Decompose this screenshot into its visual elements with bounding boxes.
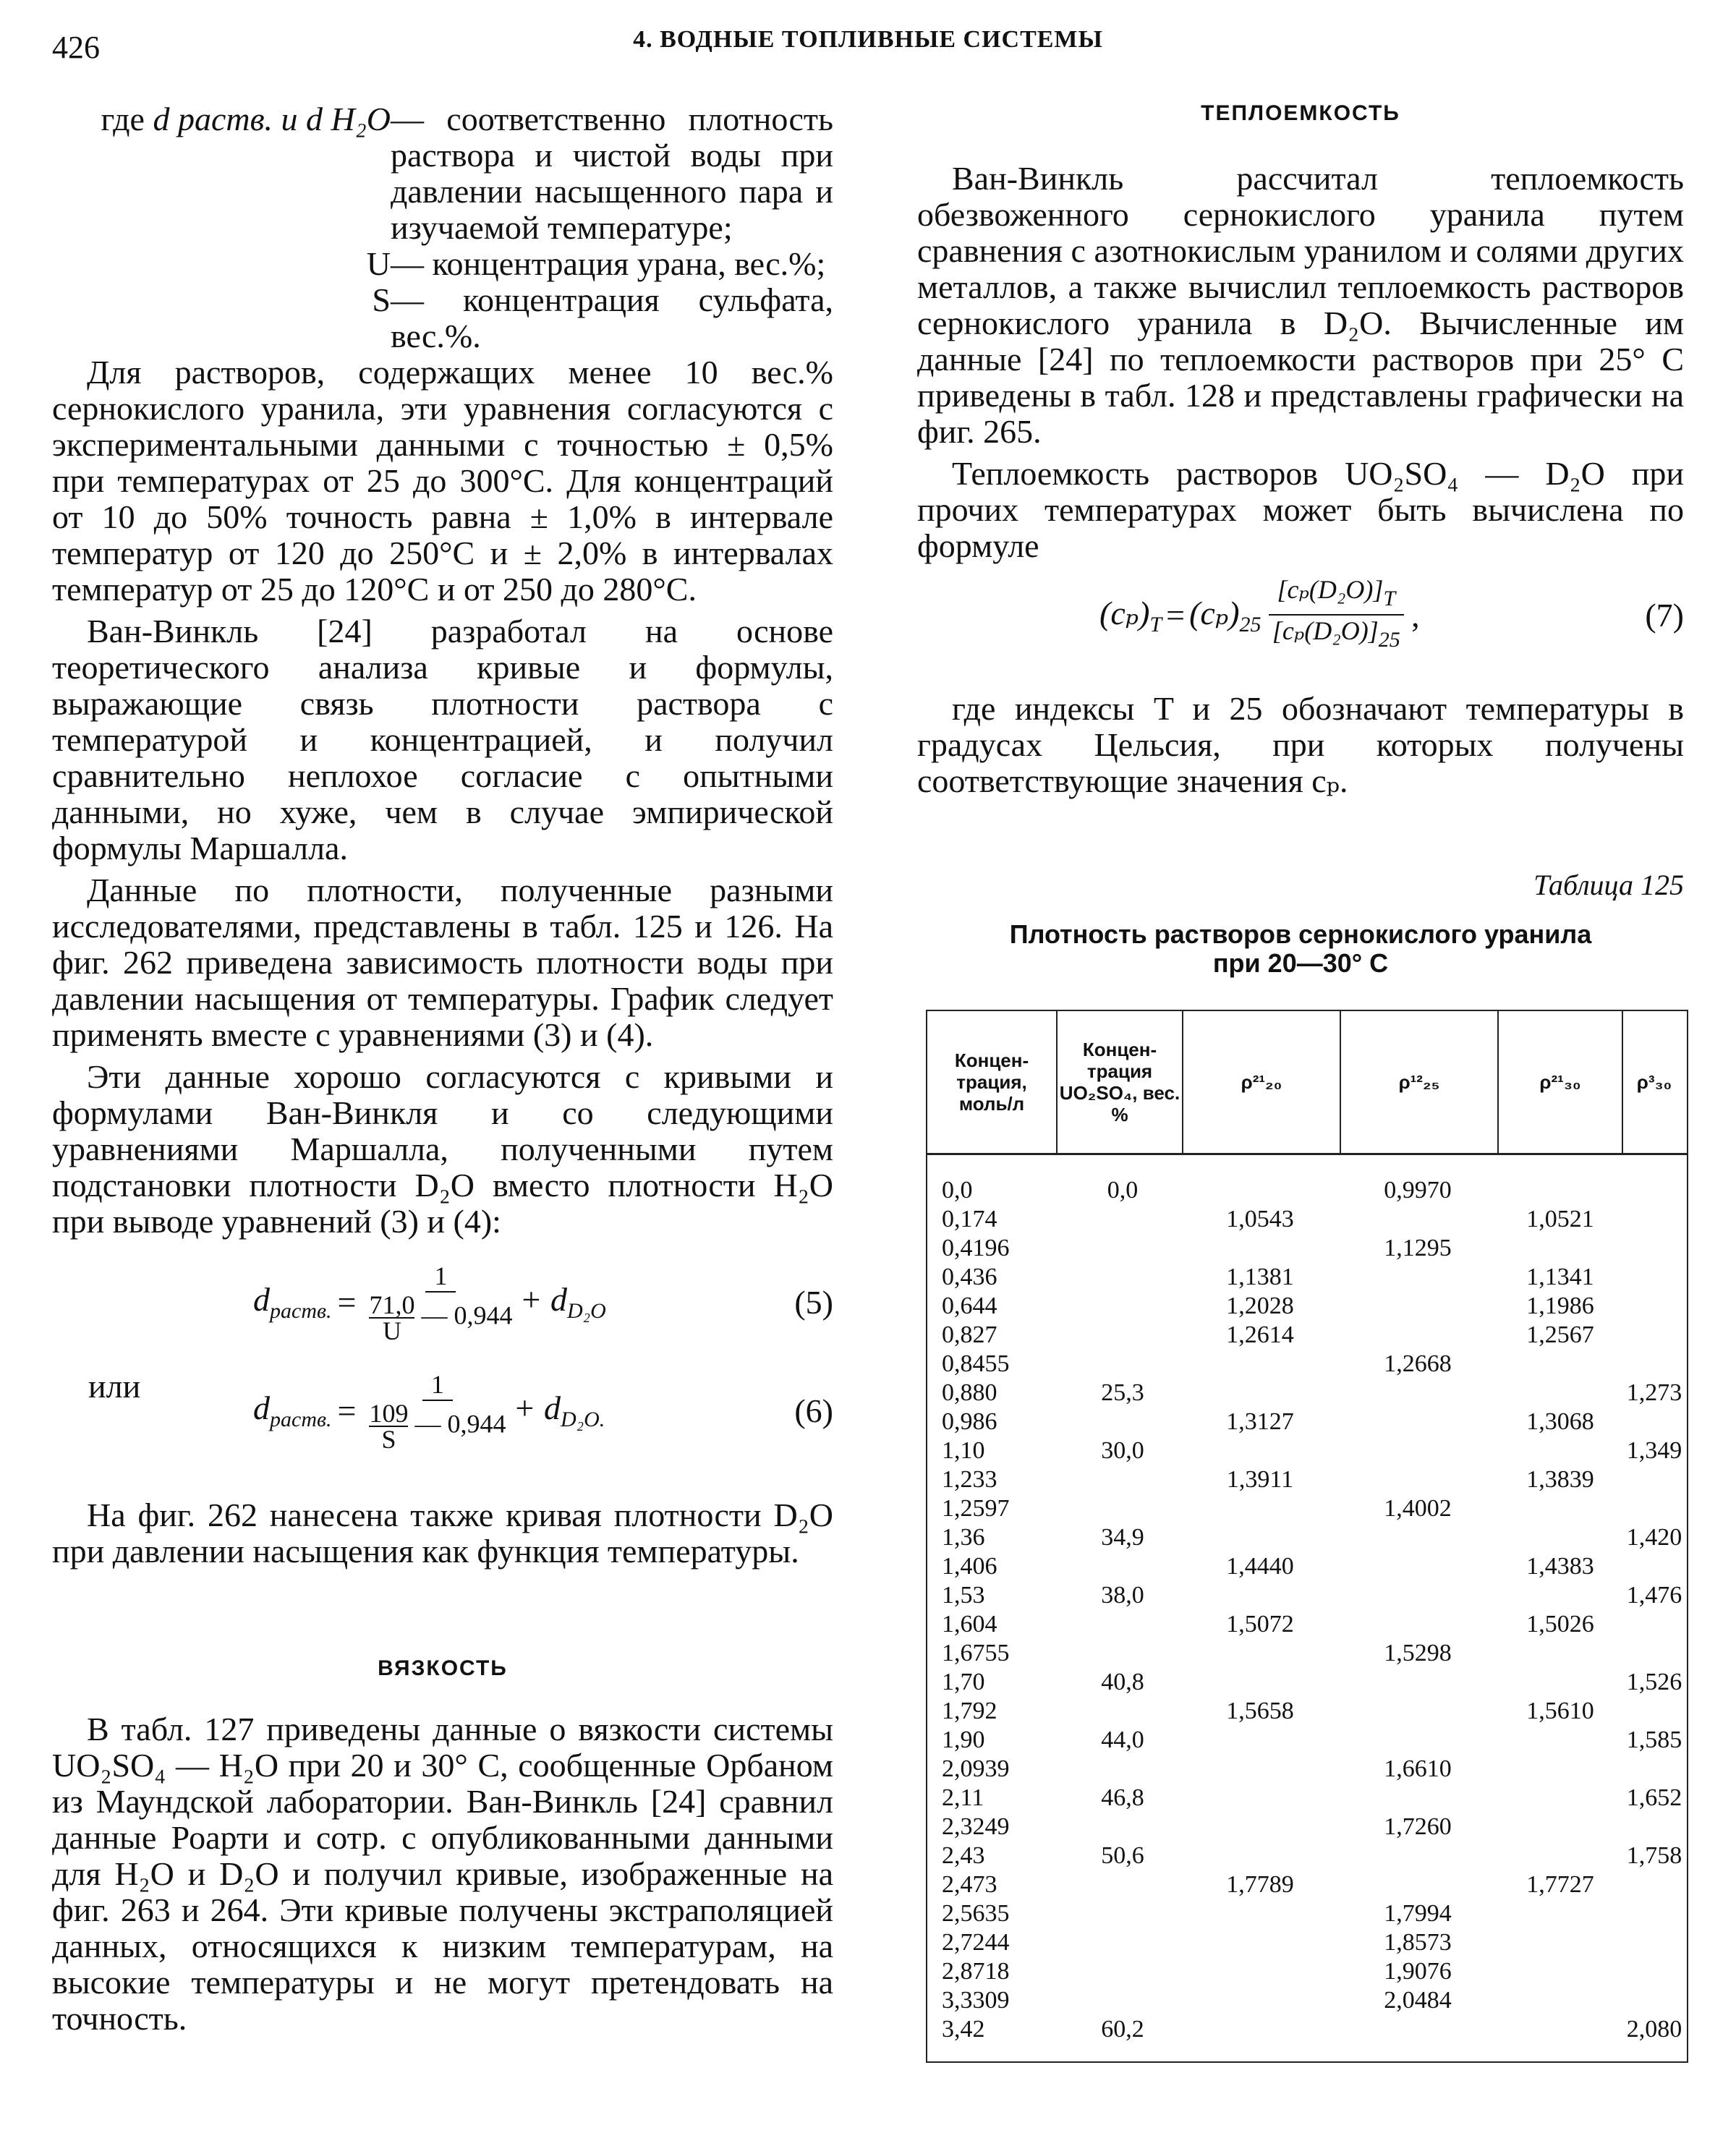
table-cell: 2,3249 xyxy=(942,1813,1010,1840)
density-symbols: d раств. и d H₂O xyxy=(153,101,391,137)
table-cell xyxy=(1065,1494,1180,1523)
table-cell xyxy=(1340,1465,1496,1494)
header-rho-25: ρ¹²₂₅ xyxy=(1398,1071,1440,1093)
table-cell: 1,273 xyxy=(1626,1379,1682,1406)
table-cell xyxy=(1340,2015,1496,2044)
table-cell: 2,5635 xyxy=(942,1900,1010,1927)
table-cell xyxy=(1182,1957,1338,1986)
table-cell: 3,42 xyxy=(942,2016,985,2043)
table-cell xyxy=(1622,1697,1687,1726)
table-cell xyxy=(1499,1350,1622,1379)
paragraph-heat-capacity: Ван-Винкль рассчитал теплоемкость обезвоженного сернокислого уранила путем сравнения с азотнокислым уранилом и солями других металлов, а также вычислил теплоемкость растворов сернокислого уранила в D₂O. Вычисленные им данные [24] по теплоемкости растворов при 25° С приведены в табл. 128 и представлены графически на фиг. 265. xyxy=(917,160,1684,450)
table-cell xyxy=(1622,1552,1687,1581)
table-cell xyxy=(1340,1205,1496,1234)
table-cell: 1,0521 xyxy=(1526,1206,1594,1232)
table-caption: Таблица 125 xyxy=(1533,869,1684,901)
table-cell: 2,43 xyxy=(942,1842,985,1869)
table-cell xyxy=(1065,1263,1180,1292)
table-cell: 1,6755 xyxy=(942,1640,1010,1666)
table-cell xyxy=(1182,1379,1338,1408)
viscosity-heading: ВЯЗКОСТЬ xyxy=(378,1656,508,1680)
table-cell xyxy=(1340,1436,1496,1465)
table-cell: 1,4002 xyxy=(1384,1495,1452,1522)
table-cell xyxy=(1065,1552,1180,1581)
table-cell: 1,4440 xyxy=(1226,1553,1294,1580)
table-cell xyxy=(1182,1639,1338,1668)
table-cell: 1,90 xyxy=(942,1726,985,1753)
definition-uranium xyxy=(52,246,833,282)
table-cell: 1,2668 xyxy=(1384,1350,1452,1377)
table-cell xyxy=(1622,1899,1687,1928)
table-cell: 1,5610 xyxy=(1526,1698,1594,1724)
table-cell: 1,4383 xyxy=(1526,1553,1594,1580)
table-cell xyxy=(1622,1870,1687,1899)
table-cell: 2,080 xyxy=(1626,2016,1682,2043)
table-cell: 1,420 xyxy=(1626,1524,1682,1551)
table-cell xyxy=(1622,1176,1687,1205)
table-cell xyxy=(1340,1263,1496,1292)
definition-density-text: — соответственно плотность раствора и чистой воды при давлении насыщенного пара и изучаемой температуре; xyxy=(391,101,833,246)
table-cell: 1,604 xyxy=(942,1611,997,1638)
table-cell: 0,174 xyxy=(942,1206,997,1232)
table-cell xyxy=(1622,1292,1687,1321)
table-cell xyxy=(1182,1928,1338,1957)
definition-density xyxy=(52,101,833,246)
table-cell: 40,8 xyxy=(1101,1669,1144,1695)
definition-sulfate-term: S xyxy=(372,281,391,318)
table-cell xyxy=(1622,1928,1687,1957)
table-cell xyxy=(1340,1784,1496,1813)
table-cell xyxy=(1065,1813,1180,1841)
table-cell: 46,8 xyxy=(1101,1784,1144,1811)
header-concentration-mol: Концен-трация, моль/л xyxy=(954,1049,1029,1115)
table-cell xyxy=(1622,1263,1687,1292)
table-cell xyxy=(1499,1726,1622,1755)
table-cell: 2,473 xyxy=(942,1871,997,1898)
table-cell: 1,476 xyxy=(1626,1582,1682,1609)
table-cell: 0,986 xyxy=(942,1408,997,1435)
table-cell: 50,6 xyxy=(1101,1842,1144,1869)
page-number: 426 xyxy=(52,30,100,65)
table-cell: 1,406 xyxy=(942,1553,997,1580)
table-cell xyxy=(1065,1870,1180,1899)
table-cell xyxy=(1499,2015,1622,2044)
or-word: или xyxy=(88,1368,141,1405)
table-cell xyxy=(1182,1494,1338,1523)
equation-5-fraction: 1 $\frac{71,0}{U}$ — 0,944 xyxy=(369,1261,513,1345)
table-cell: 60,2 xyxy=(1101,2016,1144,2043)
table-cell: 1,7994 xyxy=(1384,1900,1452,1927)
column-concentration-mol xyxy=(942,1176,1058,2044)
table-cell: 1,0543 xyxy=(1226,1206,1294,1232)
table-cell xyxy=(1182,1784,1338,1813)
table-cell xyxy=(1065,1697,1180,1726)
table-cell xyxy=(1340,1726,1496,1755)
column-rho-30b xyxy=(1622,1176,1687,2044)
equation-6-number: (6) xyxy=(794,1392,833,1429)
table-cell xyxy=(1499,1668,1622,1697)
column-rho-25 xyxy=(1340,1176,1496,2044)
table-cell xyxy=(1065,1899,1180,1928)
table-cell xyxy=(1182,1581,1338,1610)
table-cell: 1,3127 xyxy=(1226,1408,1294,1435)
table-cell xyxy=(1499,1639,1622,1668)
paragraph-accuracy: Для растворов, содержащих менее 10 вес.% сернокислого уранила, эти уравнения согласуются с экспериментальными данными с точностью ± 0,5% при температурах от 25 до 300°С. Для концентраций от 10 до 50% точность равна ± 1,0% в интервале температур от 120 до 250°С и ± 2,0% в интервалах температур от 25 до 120°С и от 250 до 280°С. xyxy=(52,354,833,608)
table-cell xyxy=(1182,1755,1338,1784)
table-cell xyxy=(1065,1321,1180,1350)
table-cell: 0,9970 xyxy=(1384,1177,1452,1204)
table-cell: 1,5026 xyxy=(1526,1611,1594,1638)
table-cell: 0,0 xyxy=(1107,1177,1139,1204)
paragraph-viscosity: В табл. 127 приведены данные о вязкости системы UO₂SO₄ — H₂O при 20 и 30° С, сообщенные Орбаном из Маундской лаборатории. Ван-Винкль [24] сравнил данные Роарти и сотр. с опубликованными данными для H₂O и D₂O и получил кривые, изображенные на фиг. 263 и 264. Эти кривые получены экстраполяцией данных, относящихся к низким температурам, на высокие температуры и не могут претендовать на точность. xyxy=(52,1711,833,2037)
table-cell: 38,0 xyxy=(1101,1582,1144,1609)
table-cell: 0,880 xyxy=(942,1379,997,1406)
table-cell xyxy=(1182,1726,1338,1755)
table-cell: 1,3839 xyxy=(1526,1466,1594,1493)
table-cell: 1,3068 xyxy=(1526,1408,1594,1435)
definitions-block xyxy=(52,101,833,354)
table-cell: 2,0939 xyxy=(942,1755,1010,1782)
table-cell: 1,8573 xyxy=(1384,1929,1452,1956)
table-cell: 1,652 xyxy=(1626,1784,1682,1811)
table-cell: 1,1341 xyxy=(1526,1264,1594,1290)
table-cell xyxy=(1499,1813,1622,1841)
table-title: Плотность растворов сернокислого уранила при 20—30° С xyxy=(1009,919,1592,978)
table-cell: 1,233 xyxy=(942,1466,997,1493)
table-cell xyxy=(1065,1957,1180,1986)
table-cell: 1,3911 xyxy=(1226,1466,1294,1493)
table-cell: 1,36 xyxy=(942,1524,985,1551)
equation-7: $(c_p)_T$ = $(c_p)_{25}$ $\frac{[c_p(D_2O)]_T}{[c_p(D_2O)]_{25}}$ , (7) xyxy=(1099,571,1684,658)
table-cell: 1,10 xyxy=(942,1437,985,1464)
header-rho-30: ρ²¹₃₀ xyxy=(1539,1071,1581,1093)
table-cell xyxy=(1340,1552,1496,1581)
table-cell xyxy=(1622,1986,1687,2015)
table-cell xyxy=(1182,1668,1338,1697)
table-cell: 25,3 xyxy=(1101,1379,1144,1406)
paragraph-indices-block xyxy=(917,691,1684,799)
table-cell: 1,2597 xyxy=(942,1495,1010,1522)
table-cell: 1,7789 xyxy=(1226,1871,1294,1898)
table-cell: 1,758 xyxy=(1626,1842,1682,1869)
paragraph-vanwinkle: Ван-Винкль [24] разработал на основе теоретического анализа кривые и формулы, выражающие связь плотности раствора с температурой и концентрацией, и получил сравнительно неплохое согласие с опытными данными, но хуже, чем в случае эмпирической формулы Маршалла. xyxy=(52,613,833,867)
table-cell xyxy=(1182,1523,1338,1552)
table-cell xyxy=(1499,1176,1622,1205)
table-cell: 1,6610 xyxy=(1384,1755,1452,1782)
table-cell xyxy=(1499,1494,1622,1523)
table-cell xyxy=(1182,1899,1338,1928)
table-cell xyxy=(1182,1350,1338,1379)
equation-6: $d_{раств.}$ = 1 $\frac{109}{S}$ — 0,944 + $d_{D_2O.}$ (6) xyxy=(253,1370,833,1454)
table-cell xyxy=(1182,1813,1338,1841)
table-cell xyxy=(1622,1465,1687,1494)
table-cell: 30,0 xyxy=(1101,1437,1144,1464)
paragraph-d2o-curve-block xyxy=(52,1497,833,1570)
table-cell: 1,9076 xyxy=(1384,1958,1452,1985)
table-cell xyxy=(1065,1292,1180,1321)
table-cell xyxy=(1622,1755,1687,1784)
table-cell: 1,1381 xyxy=(1226,1264,1294,1290)
definition-uranium-term: U xyxy=(366,245,391,282)
header-rho-30b: ρ³₃₀ xyxy=(1636,1071,1672,1093)
column-rho-20 xyxy=(1182,1176,1338,2044)
table-cell xyxy=(1622,1610,1687,1639)
paragraph-viscosity-block xyxy=(52,1711,833,2037)
table-cell: 1,526 xyxy=(1626,1669,1682,1695)
table-cell: 1,585 xyxy=(1626,1726,1682,1753)
table-cell xyxy=(1065,1610,1180,1639)
table-cell: 1,5072 xyxy=(1226,1611,1294,1638)
paragraph-indices: где индексы T и 25 обозначают температуры в градусах Цельсия, при которых получены соответствующие значения cₚ. xyxy=(917,690,1684,799)
table-cell xyxy=(1065,1465,1180,1494)
table-cell xyxy=(1065,1928,1180,1957)
table-cell xyxy=(1622,1639,1687,1668)
paragraph-formula-intro: Теплоемкость растворов UO₂SO₄ — D₂O при прочих температурах может быть вычислена по формуле xyxy=(917,455,1684,564)
table-cell: 1,2567 xyxy=(1526,1321,1594,1348)
table-cell xyxy=(1182,2015,1338,2044)
right-paragraphs xyxy=(917,161,1684,564)
table-cell xyxy=(1622,1494,1687,1523)
table-cell xyxy=(1499,1436,1622,1465)
table-cell xyxy=(1499,1523,1622,1552)
table-cell xyxy=(1499,1581,1622,1610)
table-cell: 44,0 xyxy=(1101,1726,1144,1753)
table-cell: 1,5658 xyxy=(1226,1698,1294,1724)
table-cell: 0,0 xyxy=(942,1177,973,1204)
table-cell xyxy=(1065,1234,1180,1263)
table-cell xyxy=(1340,1581,1496,1610)
definition-sulfate-text: — концентрация сульфата, вес.%. xyxy=(391,281,833,354)
table-cell xyxy=(1065,1986,1180,2015)
table-cell xyxy=(1499,1957,1622,1986)
table-cell: 0,827 xyxy=(942,1321,997,1348)
paragraph-density-data: Данные по плотности, полученные разными исследователями, представлены в табл. 125 и 126. На фиг. 262 приведена зависимость плотности воды при давлении насыщения от температуры. График следует применять вместе с уравнениями (3) и (4). xyxy=(52,872,833,1053)
table-cell: 1,7727 xyxy=(1526,1871,1594,1898)
table-cell: 1,792 xyxy=(942,1698,997,1724)
table-cell: 1,1986 xyxy=(1526,1293,1594,1319)
table-cell xyxy=(1499,1234,1622,1263)
table-cell xyxy=(1340,1292,1496,1321)
table-cell: 2,11 xyxy=(942,1784,984,1811)
table-cell: 2,7244 xyxy=(942,1929,1010,1956)
table-cell xyxy=(1182,1234,1338,1263)
table-cell: 1,53 xyxy=(942,1582,985,1609)
table-cell: 0,644 xyxy=(942,1293,997,1319)
table-cell xyxy=(1065,1205,1180,1234)
running-title: 4. ВОДНЫЕ ТОПЛИВНЫЕ СИСТЕМЫ xyxy=(633,26,1103,53)
paragraph-d2o-curve: На фиг. 262 нанесена также кривая плотности D₂O при давлении насыщения как функция температуры. xyxy=(52,1496,833,1570)
table-cell xyxy=(1340,1841,1496,1870)
table-cell xyxy=(1340,1408,1496,1436)
table-cell: 1,1295 xyxy=(1384,1235,1452,1261)
table-cell xyxy=(1340,1321,1496,1350)
table-cell xyxy=(1499,1899,1622,1928)
table-cell xyxy=(1499,1379,1622,1408)
header-concentration-wt: Концен-трация UO₂SO₄, вес. % xyxy=(1059,1039,1180,1125)
table-cell xyxy=(1340,1668,1496,1697)
table-cell: 0,8455 xyxy=(942,1350,1010,1377)
table-cell: 34,9 xyxy=(1101,1524,1144,1551)
density-table xyxy=(926,1010,1688,2063)
table-cell xyxy=(1340,1379,1496,1408)
table-cell xyxy=(1622,1350,1687,1379)
table-cell: 1,2614 xyxy=(1226,1321,1294,1348)
table-cell xyxy=(1340,1523,1496,1552)
equation-5: $d_{раств.}$ = 1 $\frac{71,0}{U}$ — 0,944 + $d_{D_2O}$ (5) xyxy=(253,1261,833,1345)
table-cell xyxy=(1065,1639,1180,1668)
table-cell xyxy=(1499,1841,1622,1870)
table-cell: 1,70 xyxy=(942,1669,985,1695)
table-cell xyxy=(1622,1205,1687,1234)
table-cell xyxy=(1499,1784,1622,1813)
table-cell xyxy=(1622,1957,1687,1986)
definition-uranium-text: — концентрация урана, вес.%; xyxy=(391,245,826,282)
table-cell xyxy=(1182,1176,1338,1205)
table-cell xyxy=(1182,1841,1338,1870)
table-cell: 2,0484 xyxy=(1384,1987,1452,2014)
table-cell xyxy=(1622,1813,1687,1841)
definition-sulfate xyxy=(52,282,833,354)
table-cell xyxy=(1065,1350,1180,1379)
table-cell: 1,7260 xyxy=(1384,1813,1452,1840)
table-cell xyxy=(1499,1986,1622,2015)
table-cell xyxy=(1622,1408,1687,1436)
table-cell xyxy=(1182,1436,1338,1465)
table-cell xyxy=(1065,1755,1180,1784)
table-cell xyxy=(1065,1408,1180,1436)
where-word: где xyxy=(101,101,145,137)
table-cell xyxy=(1182,1986,1338,2015)
equation-5-number: (5) xyxy=(794,1283,833,1321)
table-cell xyxy=(1622,1234,1687,1263)
table-cell: 1,2028 xyxy=(1226,1293,1294,1319)
paragraph-marshall: Эти данные хорошо согласуются с кривыми и формулами Ван-Винкля и со следующими уравнениями Маршалла, полученными путем подстановки плотности D₂O вместо плотности H₂O при выводе уравнений (3) и (4): xyxy=(52,1058,833,1240)
column-concentration-wt xyxy=(1065,1176,1180,2044)
equation-7-number: (7) xyxy=(1645,596,1684,634)
table-cell xyxy=(1340,1697,1496,1726)
table-cell: 0,436 xyxy=(942,1264,997,1290)
table-cell: 1,5298 xyxy=(1384,1640,1452,1666)
table-cell xyxy=(1622,1321,1687,1350)
table-cell xyxy=(1340,1870,1496,1899)
table-cell: 1,349 xyxy=(1626,1437,1682,1464)
left-paragraphs xyxy=(52,354,833,1240)
equation-6-fraction: 1 $\frac{109}{S}$ — 0,944 xyxy=(369,1370,506,1454)
table-cell xyxy=(1499,1755,1622,1784)
column-rho-30 xyxy=(1499,1176,1622,2044)
table-cell: 0,4196 xyxy=(942,1235,1010,1261)
header-rho-20: ρ²¹₂₀ xyxy=(1241,1071,1282,1093)
table-cell: 2,8718 xyxy=(942,1958,1010,1985)
table-cell xyxy=(1499,1928,1622,1957)
heat-capacity-heading: ТЕПЛОЕМКОСТЬ xyxy=(1201,101,1400,125)
table-cell xyxy=(1340,1610,1496,1639)
table-cell: 3,3309 xyxy=(942,1987,1010,2014)
equation-7-fraction: $\frac{[c_p(D_2O)]_T}{[c_p(D_2O)]_{25}}$ xyxy=(1269,574,1405,655)
